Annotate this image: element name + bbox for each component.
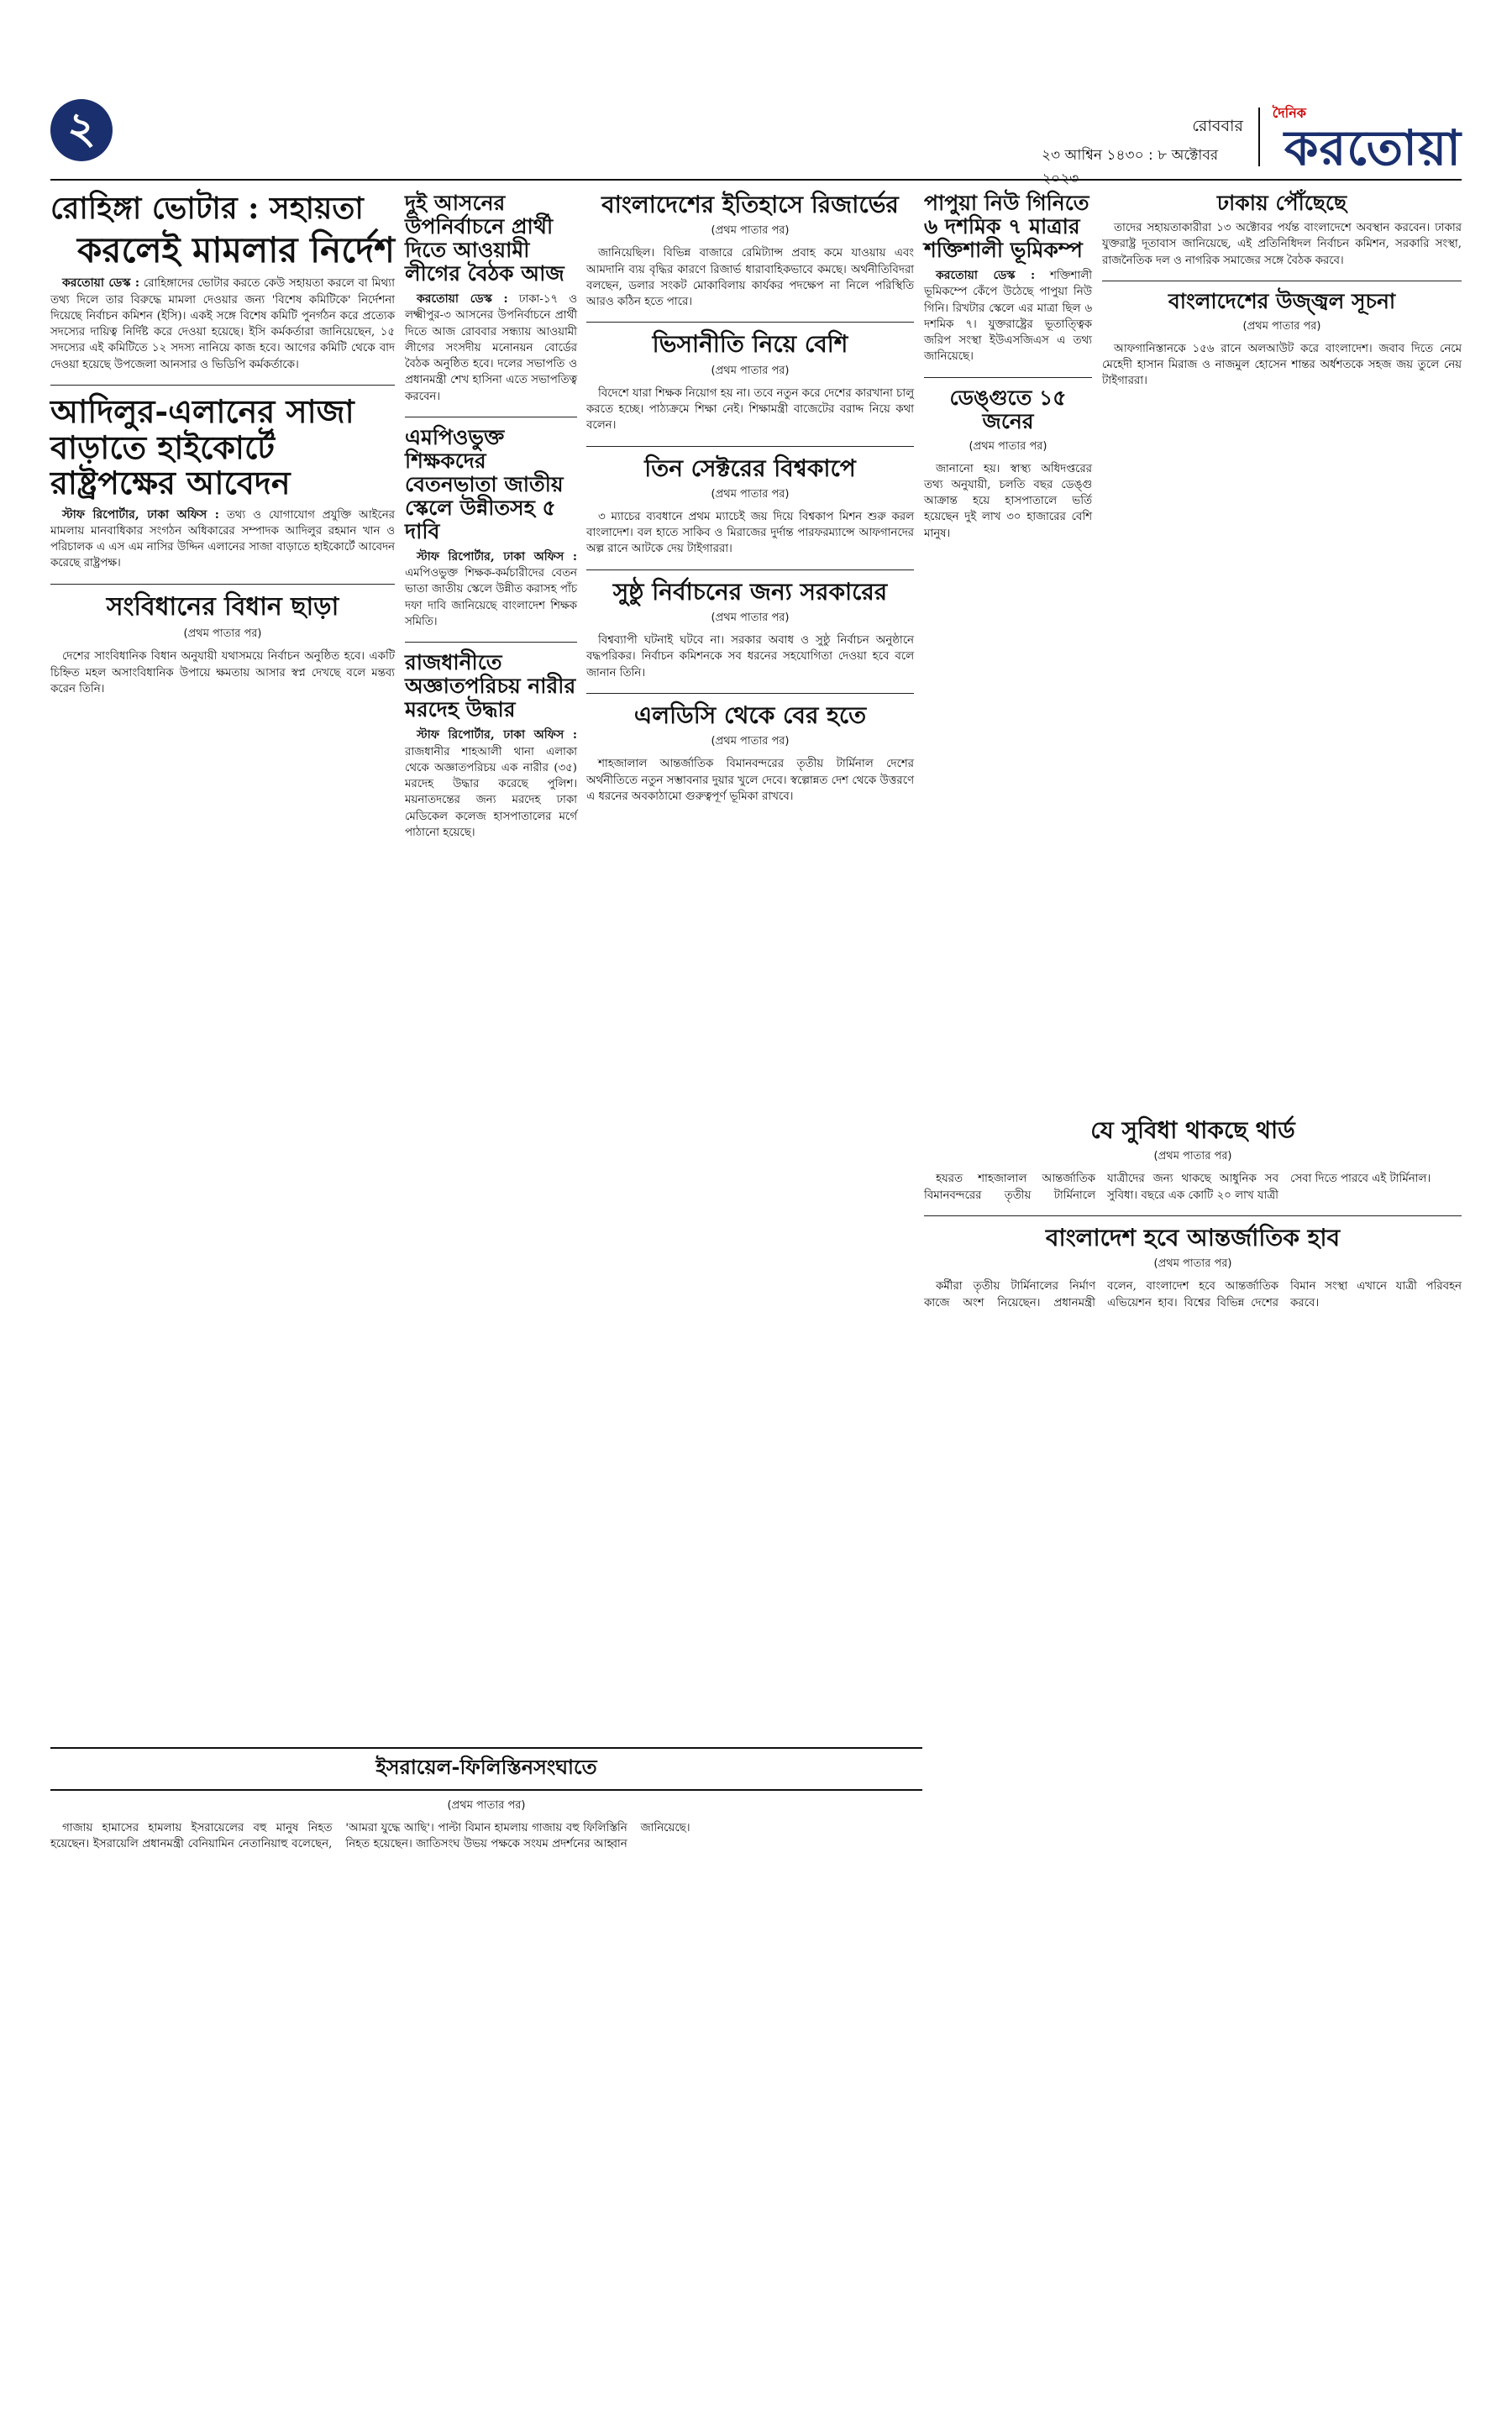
page-number-badge: ২ (50, 99, 113, 161)
story-sajaa (50, 391, 395, 572)
headline-israel: ইসরায়েল-ফিলিস্তিনসংঘাতে (50, 1747, 922, 1791)
continuation-label: (প্রথম পাতার পর) (711, 735, 790, 748)
story-body (924, 1278, 1462, 1312)
byline: করতোয়া ডেস্ক : (417, 292, 508, 306)
story-body (586, 386, 914, 434)
divider (50, 584, 395, 585)
header-date: ২৩ আশ্বিন ১৪৩০ : ৮ অক্টোবর ২০২৩ (1042, 147, 1219, 187)
headline-hub: বাংলাদেশ হবে আন্তর্জাতিক হাব (1045, 1223, 1341, 1252)
page-header (50, 99, 1462, 187)
story-text: শক্তিশালী ভূমিকম্পে কেঁপে উঠেছে পাপুয়া নিউ গিনি। রিখটার স্কেলে এর মাত্রা ছিল ৬ দশমিক ৭। যুক্তরাষ্ট্রের ভূতাত্ত্বিক জরিপ সংস্থা ইউএসজিএস এ তথ্য জানিয়েছে। (924, 270, 1092, 364)
story-awami (405, 192, 577, 405)
story-text: জানিয়েছিল। বিভিন্ন বাজারে রেমিট্যান্স প্রবাহ কমে যাওয়ায় এবং আমদানি ব্যয় বৃদ্ধির কারণে রিজার্ভ ধারাবাহিকভাবে কমছে। অর্থনীতিবিদরা বলছেন, ডলার সংকট মোকাবিলায় কার্যকর পদক্ষেপ না নিলে পরিস্থিতি আরও কঠিন হতে পারে। (586, 247, 914, 309)
story-body (924, 267, 1092, 365)
story-vision (586, 331, 914, 433)
story-three-sectors (586, 455, 914, 558)
story-text: বিদেশে যারা শিক্ষক নিয়োগ হয় না। তবে নতুন করে দেশের কারখানা চালু করতে হচ্ছে। পাঠ্যক্রমে শিক্ষা নেই। শিক্ষামন্ত্রী বাজেটের বরাদ্দ নিয়ে কথা বলেন। (586, 386, 914, 433)
continuation-label: (প্রথম পাতার পর) (711, 224, 790, 238)
story-history (586, 192, 914, 310)
story-body (405, 291, 577, 405)
story-hub (924, 1225, 1462, 1312)
story-text: জানানো হয়। স্বাস্থ্য অধিদপ্তরের তথ্য অনুযায়ী, চলতি বছর ডেঙ্গু আক্রান্ত হয়ে হাসপাতালে ভর্তি হয়েছেন দুই লাখ ৩০ হাজারের বেশি মানুষ। (924, 462, 1092, 540)
headline-dhaka-arrive: ঢাকায় পৌঁছেছে (1216, 191, 1347, 215)
headline-awami: দুই আসনের উপনির্বাচনে প্রার্থী দিতে আওয়ামী লীগের বৈঠক আজ (405, 191, 564, 286)
story-text: ঢাকা-১৭ ও লক্ষ্মীপুর-৩ আসনের উপনির্বাচনে প্রার্থী দিতে আজ রোববার সন্ধ্যায় আওয়ামী লীগের সংসদীয় মনোনয়ন বোর্ডের বৈঠক অনুষ্ঠিত হবে। দলের সভাপতি ও প্রধানমন্ত্রী শেখ হাসিনা এতে সভাপতিত্ব করবেন। (405, 293, 577, 403)
story-constitution (50, 593, 395, 697)
story-text: কর্মীরা তৃতীয় টার্মিনালের নির্মাণ কাজে অংশ নিয়েছেন। প্রধানমন্ত্রী বলেন, বাংলাদেশ হবে আন্তর্জাতিক এভিয়েশন হাব। বিশ্বের বিভিন্ন দেশের বিমান সংস্থা এখানে যাত্রী পরিবহন করবে। (924, 1280, 1462, 1309)
byline: স্টাফ রিপোর্টার, ঢাকা অফিস : (62, 507, 219, 522)
story-body (50, 648, 395, 697)
headline-capital-body: রাজধানীতে অজ্ঞাতপরিচয় নারীর মরদেহ উদ্ধার (405, 650, 576, 722)
story-text: রোহিঙ্গাদের ভোটার করতে কেউ সহায়তা করলে বা মিথ্যা তথ্য দিলে তার বিরুদ্ধে মামলা দেওয়ার জন্য 'বিশেষ কমিটিকে' নির্দেশনা দিয়েছে নির্বাচন কমিশন (ইসি)। একই সঙ্গে বিশেষ কমিটি পুনর্গঠন করে প্রত্যেক সদস্যের দায়িত্ব নির্দিষ্ট করে দেওয়া হয়েছে। ইসি কর্মকর্তারা জানিয়েছেন, ১৫ সদস্যের এই কমিটিতে ১২ সদস্য নানিয়ে কাজ হবে। আগের কমিটি থেকে বাদ দেওয়া হয়েছে উপজেলা আনসার ও ভিডিপি কর্মকর্তাকে। (50, 277, 396, 371)
divider (586, 322, 914, 323)
story-body (1102, 220, 1462, 269)
story-papua (924, 192, 1092, 365)
story-text: তাদের সহায়তাকারীরা ১৩ অক্টোবর পর্যন্ত বাংলাদেশে অবস্থান করবেন। ঢাকার যুক্তরাষ্ট্র দূতাবাস জানিয়েছে, এই প্রতিনিধিদল নির্বাচন কমিশন, সরকারি সংস্থা, রাজনৈতিক দল ও নাগরিক সমাজের সঙ্গে বৈঠক করবে। (1102, 222, 1462, 267)
headline-dengue: ডেঙ্গুতে ১৫ জনের (949, 385, 1067, 433)
header-divider (1258, 108, 1260, 166)
story-body (586, 509, 914, 558)
byline: স্টাফ রিপোর্টার, ঢাকা অফিস : (417, 549, 577, 564)
story-body (50, 506, 395, 572)
story-rohingya (50, 192, 395, 373)
headline-constitution: সংবিধানের বিধান ছাড়া (106, 591, 339, 622)
headline-rohingya-1: রোহিঙ্গা ভোটার : সহায়তা (50, 191, 364, 226)
column-4-5-lower (924, 1117, 1462, 1324)
story-dhaka-arrive (1102, 192, 1462, 269)
story-text: রাজধানীর শাহআলী থানা এলাকা থেকে অজ্ঞাতপরিচয় এক নারীর (৩৫) মরদেহ উদ্ধার করেছে পুলিশ। ময়নাতদন্তের জন্য মরদেহ ঢাকা মেডিকেল কলেজ হাসপাতালের মর্গে পাঠানো হয়েছে। (405, 745, 577, 839)
continuation-label: (প্রথম পাতার পর) (711, 487, 790, 501)
column-3 (586, 192, 914, 816)
headline-teachers: এমপিওভুক্ত শিক্ষকদের বেতনভাতা জাতীয় স্কেলে উন্নীতসহ ৫ দাবি (405, 424, 564, 543)
story-ldc (586, 702, 914, 805)
story-body (586, 632, 914, 681)
story-body (924, 1171, 1462, 1204)
story-dengue (924, 386, 1092, 542)
divider (586, 569, 914, 570)
logo-prefix: দৈনিক (1272, 105, 1306, 121)
column-2 (405, 192, 577, 853)
byline: করতোয়া ডেস্ক : (936, 269, 1036, 282)
byline: স্টাফ রিপোর্টার, ঢাকা অফিস : (417, 728, 577, 743)
headline-third-terminal: যে সুবিধা থাকছে থার্ড (1090, 1116, 1295, 1144)
header-day: রোববার (1192, 117, 1243, 135)
headline-ldc: এলডিসি থেকে বের হতে (633, 701, 867, 729)
headline-rohingya-2: করলেই মামলার নির্দেশ (76, 229, 395, 271)
divider (50, 385, 395, 386)
story-body (1102, 341, 1462, 390)
story-fair-election (586, 579, 914, 681)
story-teachers (405, 426, 577, 630)
story-text: হযরত শাহজালাল আন্তর্জাতিক বিমানবন্দরের তৃতীয় টার্মিনালে যাত্রীদের জন্য থাকছে আধুনিক সব সুবিধা। বছরে এক কোটি ২০ লাখ যাত্রী সেবা দিতে পারবে এই টার্মিনাল। (924, 1173, 1431, 1202)
column-1 (50, 192, 395, 709)
story-text: তথ্য ও যোগাযোগ প্রযুক্তি আইনের মামলায় মানবাধিকার সংগঠন অধিকারের সম্পাদক আদিলুর রহমান খান ও পরিচালক এ এস এম নাসির উদ্দিন এলানের সাজা বাড়াতে হাইকোর্টে আবেদন করেছে রাষ্ট্রপক্ষ। (50, 508, 395, 570)
continuation-label: (প্রথম পাতার পর) (969, 439, 1047, 453)
story-israel (50, 1747, 922, 1853)
story-body (50, 275, 395, 373)
headline-sajaa: আদিলুর-এলানের সাজা বাড়াতে হাইকোর্টে রাষ্ট্রপক্ষের আবেদন (50, 391, 354, 502)
continuation-label: (প্রথম পাতার পর) (1153, 1257, 1232, 1271)
story-text: আফগানিস্তানকে ১৫৬ রানে অলআউট করে বাংলাদেশ। জবাব দিতে নেমে মেহেদী হাসান মিরাজ ও নাজমুল হোসেন শান্তর অর্ধশতকে সহজ জয় তুলে নেয় টাইগাররা। (1102, 342, 1462, 388)
newspaper-logo: করতোয়া (1284, 119, 1462, 176)
column-5 (1102, 192, 1462, 402)
headline-papua: পাপুয়া নিউ গিনিতে ৬ দশমিক ৭ মাত্রার শক্তিশালী ভূমিকম্প (924, 191, 1089, 262)
story-third-terminal (924, 1117, 1462, 1204)
continuation-label: (প্রথম পাতার পর) (711, 364, 790, 377)
story-text: এমপিওভুক্ত শিক্ষক-কর্মচারীদের বেতন ভাতা জাতীয় স্কেলে উন্নীত করাসহ পাঁচ দফা দাবি জানিয়েছে বাংলাদেশ শিক্ষক সমিতি। (405, 567, 577, 628)
column-4 (924, 192, 1092, 554)
story-text: ৩ ম্যাচের ব্যবধানে প্রথম ম্যাচেই জয় দিয়ে বিশ্বকাপ মিশন শুরু করল বাংলাদেশ। বল হাতে সাকিব ও মিরাজের দুর্দান্ত পারফরম্যান্সে আফগানদের অল্প রানে আটকে দেয় টাইগাররা। (586, 510, 914, 556)
divider (924, 377, 1092, 378)
story-text: শাহজালাল আন্তর্জাতিক বিমানবন্দরের তৃতীয় টার্মিনাল দেশের অর্থনীতিতে নতুন সম্ভাবনার দুয়ার খুলে দেবে। স্বল্পোন্নত দেশ থেকে উত্তরণে এ ধরনের অবকাঠামো গুরুত্বপূর্ণ ভূমিকা রাখবে। (586, 758, 914, 803)
story-body (405, 548, 577, 630)
story-text: বিশ্বব্যাপী ঘটনাই ঘটবে না। সরকার অবাধ ও সুষ্ঠু নির্বাচন অনুষ্ঠানে বদ্ধপরিকর। নির্বাচন কমিশনকে সব ধরনের সহযোগিতা দেওয়া হবে বলে জানান তিনি। (586, 634, 914, 680)
story-text: দেশের সাংবিধানিক বিধান অনুযায়ী যথাসময়ে নির্বাচন অনুষ্ঠিত হবে। একটি চিহ্নিত মহল অসাংবিধানিক উপায়ে ক্ষমতায় আসার স্বপ্ন দেখছে বলে মন্তব্য করেন তিনি। (50, 650, 395, 695)
masthead (1042, 99, 1462, 187)
divider (405, 642, 577, 643)
headline-fair-election: সুষ্ঠু নির্বাচনের জন্য সরকারের (612, 577, 888, 606)
byline: করতোয়া ডেস্ক : (62, 276, 139, 291)
story-body (586, 245, 914, 310)
continuation-label: (প্রথম পাতার পর) (711, 611, 790, 625)
story-body (405, 727, 577, 841)
divider (586, 446, 914, 447)
continuation-label: (প্রথম পাতার পর) (447, 1799, 526, 1812)
story-bangladesh-sunrise (1102, 290, 1462, 390)
continuation-label: (প্রথম পাতার পর) (1153, 1150, 1232, 1163)
headline-bangladesh-sunrise: বাংলাদেশের উজ্জ্বল সূচনা (1168, 288, 1396, 313)
story-body (586, 756, 914, 805)
story-body (924, 461, 1092, 542)
headline-three-sectors: তিন সেক্টরের বিশ্বকাপে (644, 454, 856, 482)
headline-history: বাংলাদেশের ইতিহাসে রিজার্ভের (601, 191, 899, 218)
divider (586, 693, 914, 694)
continuation-label: (প্রথম পাতার পর) (183, 627, 262, 641)
story-text: গাজায় হামাসের হামলায় ইসরায়েলের বহু মানুষ নিহত হয়েছেন। ইসরায়েলি প্রধানমন্ত্রী বেনিয়ামিন নেতানিয়াহু বলেছেন, 'আমরা যুদ্ধে আছি'। পাল্টা বিমান হামলায় গাজায় বহু ফিলিস্তিনি নিহত হয়েছেন। জাতিসংঘ উভয় পক্ষকে সংযম প্রদর্শনের আহ্বান জানিয়েছে। (50, 1822, 690, 1851)
continuation-label: (প্রথম পাতার পর) (1242, 319, 1321, 333)
divider (924, 1215, 1462, 1216)
story-capital-body (405, 651, 577, 841)
headline-vision: ভিসানীতি নিয়ে বেশি (652, 330, 848, 359)
story-body (50, 1820, 922, 1853)
